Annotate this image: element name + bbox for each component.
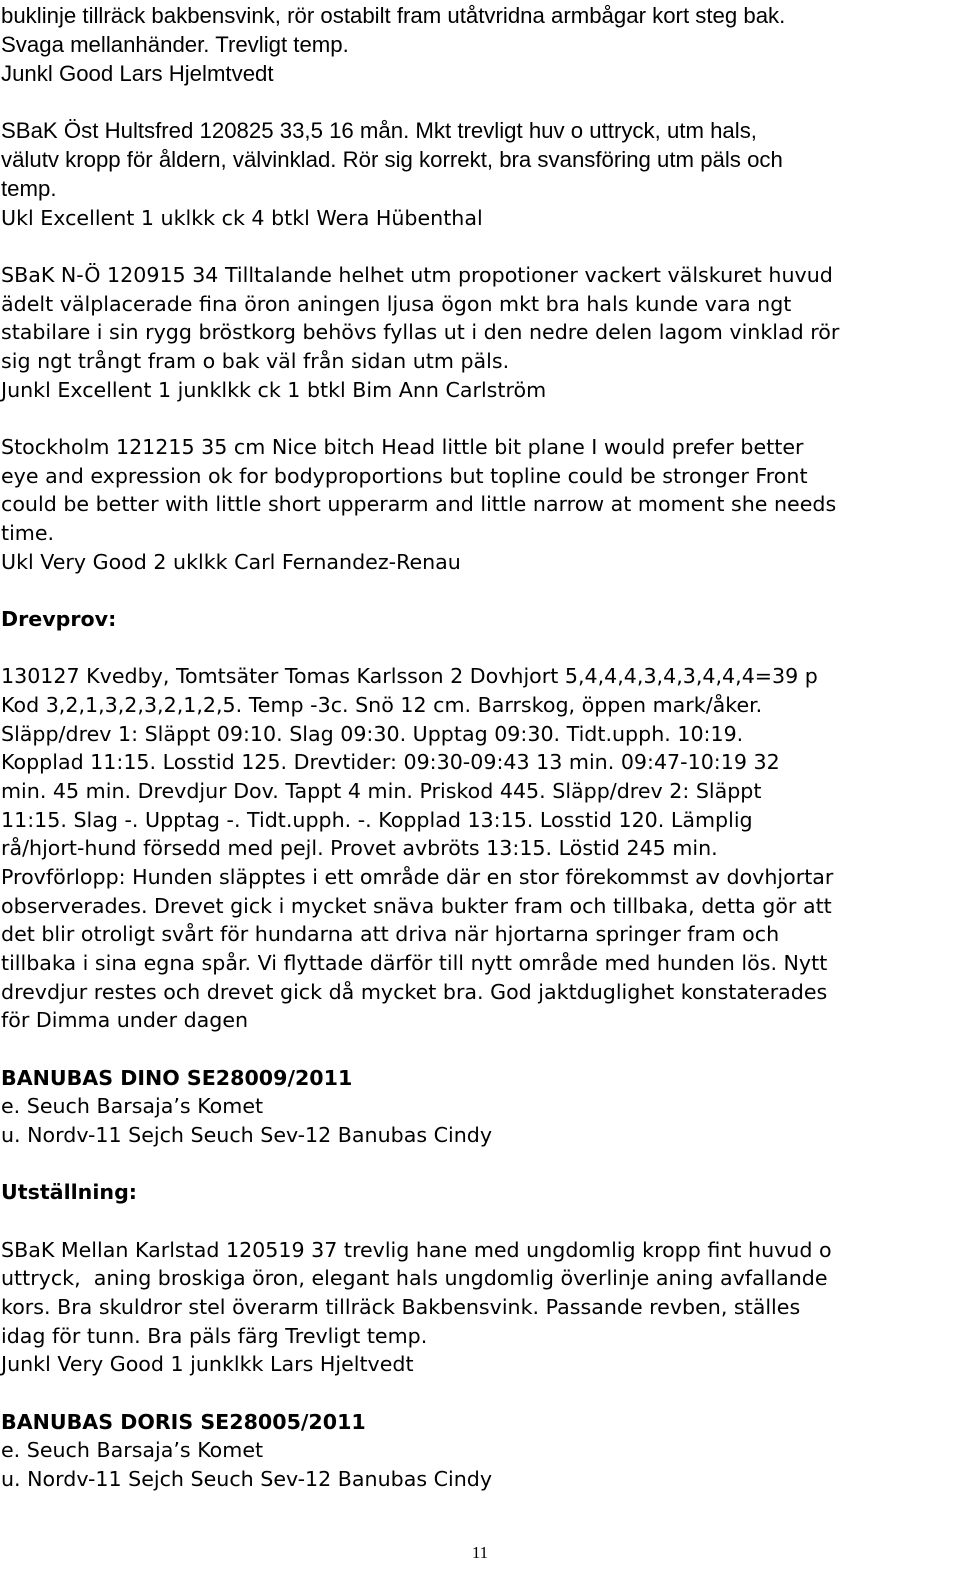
text-line: ädelt välplacerade fina öron aningen ljusa ögon mkt bra hals kunde vara ngt bbox=[1, 292, 792, 316]
section-heading: Utställning: bbox=[1, 1180, 138, 1204]
text-line: idag för tunn. Bra päls färg Trevligt temp. bbox=[1, 1324, 428, 1348]
text-line: could be better with little short upperarm and little narrow at moment she needs bbox=[1, 492, 837, 516]
dog-title: BANUBAS DORIS SE28005/2011 bbox=[1, 1410, 366, 1434]
text-line: min. 45 min. Drevdjur Dov. Tappt 4 min. Priskod 445. Släpp/drev 2: Släppt bbox=[1, 779, 762, 803]
text-line: Provförlopp: Hunden släpptes i ett område där en stor förekommst av dovhjortar bbox=[1, 865, 834, 889]
text-line: stabilare i sin rygg bröstkorg behövs fyllas ut i den nedre delen lagom vinklad rör bbox=[1, 320, 840, 344]
text-line: välutv kropp för åldern, välvinklad. Rör sig korrekt, bra svansföring utm päls och bbox=[1, 147, 783, 172]
text-line: e. Seuch Barsaja’s Komet bbox=[1, 1438, 264, 1462]
text-line: tillbaka i sina egna spår. Vi flyttade därför till nytt område med hunden lös. Nytt bbox=[1, 951, 828, 975]
text-line: Junkl Excellent 1 junklkk ck 1 btkl Bim Ann Carlström bbox=[1, 378, 547, 402]
text-line: det blir otroligt svårt för hundarna att driva när hjortarna springer fram och bbox=[1, 922, 780, 946]
text-line: 130127 Kvedby, Tomtsäter Tomas Karlsson 2 Dovhjort 5,4,4,4,3,4,3,4,4,4=39 p bbox=[1, 664, 818, 688]
text-line: Junkl Very Good 1 junklkk Lars Hjeltvedt bbox=[1, 1352, 414, 1376]
text-line: Svaga mellanhänder. Trevligt temp. bbox=[1, 32, 349, 57]
text-line: SBaK Mellan Karlstad 120519 37 trevlig hane med ungdomlig kropp fint huvud o bbox=[1, 1238, 832, 1262]
text-line: 11:15. Slag -. Upptag -. Tidt.upph. -. Kopplad 13:15. Losstid 120. Lämplig bbox=[1, 808, 753, 832]
page-number: 11 bbox=[471, 1543, 489, 1562]
text-line: Kod 3,2,1,3,2,3,2,1,2,5. Temp -3c. Snö 12 cm. Barrskog, öppen mark/åker. bbox=[1, 693, 763, 717]
text-line: SBaK Öst Hultsfred 120825 33,5 16 mån. Mkt trevligt huv o uttryck, utm hals, bbox=[1, 118, 757, 143]
text-line: Släpp/drev 1: Släppt 09:10. Slag 09:30. Upptag 09:30. Tidt.upph. 10:19. bbox=[1, 722, 744, 746]
text-line: SBaK N-Ö 120915 34 Tilltalande helhet utm propotioner vackert välskuret huvud bbox=[1, 263, 833, 287]
text-line: Stockholm 121215 35 cm Nice bitch Head little bit plane I would prefer better bbox=[1, 435, 804, 459]
text-line: buklinje tillräck bakbensvink, rör ostabilt fram utåtvridna armbågar kort steg bak. bbox=[1, 3, 786, 28]
section-heading: Drevprov: bbox=[1, 607, 117, 631]
text-line: rå/hjort-hund försedd med pejl. Provet avbröts 13:15. Löstid 245 min. bbox=[1, 836, 718, 860]
text-line: observerades. Drevet gick i mycket snäva bukter fram och tillbaka, detta gör att bbox=[1, 894, 832, 918]
text-line: sig ngt trångt fram o bak väl från sidan utm päls. bbox=[1, 349, 510, 373]
text-line: Ukl Very Good 2 uklkk Carl Fernandez-Renau bbox=[1, 550, 461, 574]
text-line: uttryck, aning broskiga öron, elegant hals ungdomlig överlinje aning avfallande bbox=[1, 1266, 828, 1290]
text-line: e. Seuch Barsaja’s Komet bbox=[1, 1094, 264, 1118]
text-line: kors. Bra skuldror stel överarm tillräck Bakbensvink. Passande revben, ställes bbox=[1, 1295, 801, 1319]
text-line: u. Nordv-11 Sejch Seuch Sev-12 Banubas Cindy bbox=[1, 1467, 493, 1491]
text-line: time. bbox=[1, 521, 55, 545]
text-line: drevdjur restes och drevet gick då mycket bra. God jaktduglighet konstaterades bbox=[1, 980, 828, 1004]
text-line: u. Nordv-11 Sejch Seuch Sev-12 Banubas Cindy bbox=[1, 1123, 493, 1147]
text-line: Ukl Excellent 1 uklkk ck 4 btkl Wera Hübenthal bbox=[1, 206, 483, 230]
text-line: Junkl Good Lars Hjelmtvedt bbox=[1, 61, 274, 86]
text-line: temp. bbox=[1, 176, 57, 201]
text-line: eye and expression ok for bodyproportions but topline could be stronger Front bbox=[1, 464, 808, 488]
text-line: för Dimma under dagen bbox=[1, 1008, 249, 1032]
text-line: Kopplad 11:15. Losstid 125. Drevtider: 09:30-09:43 13 min. 09:47-10:19 32 bbox=[1, 750, 780, 774]
dog-title: BANUBAS DINO SE28009/2011 bbox=[1, 1066, 353, 1090]
